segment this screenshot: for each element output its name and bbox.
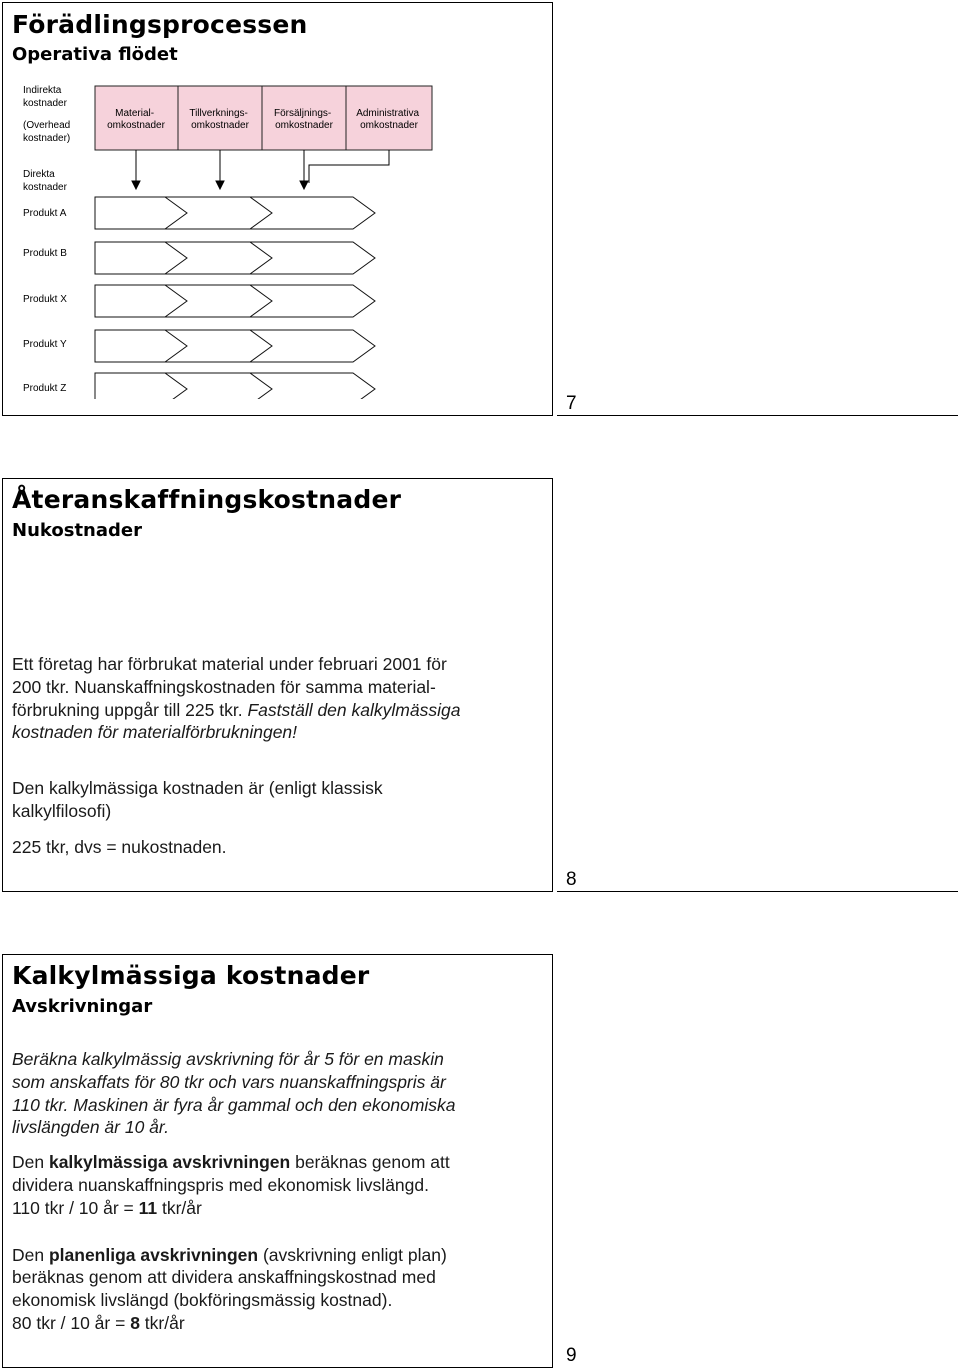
slide-subtitle: Nukostnader	[12, 520, 142, 541]
product-b-label: Produkt B	[23, 248, 67, 259]
product-row-y	[95, 330, 375, 362]
product-y-label: Produkt Y	[23, 339, 67, 350]
overhead-cost-boxes	[95, 86, 432, 150]
product-rows	[95, 197, 375, 399]
direct-costs-label: Direkta kostnader	[23, 169, 67, 193]
product-row-x	[95, 285, 375, 317]
page-number-8: 8	[566, 869, 577, 890]
product-a-label: Produkt A	[23, 208, 67, 219]
page-rule-8	[557, 891, 958, 892]
page-rule-7	[557, 415, 958, 416]
process-diagram	[17, 79, 437, 399]
page-number-9: 9	[566, 1345, 577, 1366]
problem-text: Ett företag har förbrukat material under februari 2001 för 200 tkr. Nuanskaffningskostnaden för samma material- förbrukning uppgår till 225 tkr. Fastställ den kalkylmässiga kostnaden för materialförbrukningen!	[12, 654, 461, 743]
slide-title: Kalkylmässiga kostnader	[12, 961, 370, 990]
planned-depreciation-text: Den planenliga avskrivningen (avskrivning enligt plan) beräknas genom att dividera anskaffningskostnad med ekonomisk livslängd (bokföringsmässig kostnad). 80 tkr / 10 år = 8 tkr/år	[12, 1244, 447, 1333]
slide-subtitle: Operativa flödet	[12, 44, 178, 65]
page-number-7: 7	[566, 393, 577, 414]
answer-result: 225 tkr, dvs = nukostnaden.	[12, 836, 227, 857]
product-z-label: Produkt Z	[23, 383, 67, 394]
cost-box-material-label: Material- omkostnader	[107, 108, 165, 131]
slide-body	[12, 1048, 542, 1335]
calculated-depreciation-text: Den kalkylmässiga avskrivningen beräknas genom att dividera nuanskaffningspris med ekonomisk livslängd. 110 tkr / 10 år = 11 tkr/år	[12, 1152, 450, 1218]
cost-box-manufacturing-label: Tillverknings- omkostnader	[189, 108, 249, 131]
slide-title: Förädlingsprocessen	[12, 10, 308, 39]
answer-text: Den kalkylmässiga kostnaden är (enligt klassisk kalkylfilosofi)	[12, 778, 383, 821]
slide-body	[12, 653, 542, 859]
cost-box-admin-label: Administrativa omkostnader	[356, 108, 420, 131]
slide-8	[2, 478, 553, 892]
product-row-a	[95, 197, 375, 229]
product-row-z	[95, 373, 375, 399]
indirect-costs-label: Indirekta kostnader (Overhead kostnader)	[23, 85, 71, 144]
slide-9	[2, 954, 553, 1368]
product-x-label: Produkt X	[23, 294, 67, 305]
product-row-b	[95, 242, 375, 274]
slide-title: Återanskaffningskostnader	[12, 485, 402, 514]
slide-subtitle: Avskrivningar	[12, 996, 153, 1017]
allocation-arrows	[132, 150, 389, 189]
question-text: Beräkna kalkylmässig avskrivning för år 5 för en maskin som anskaffats för 80 tkr och vars nuanskaffningspris är 110 tkr. Maskinen är fyra år gammal och den ekonomiska livslängden är 10 år.	[12, 1049, 456, 1138]
slide-7	[2, 2, 553, 416]
cost-box-sales-label: Försäljnings- omkostnader	[273, 108, 333, 131]
